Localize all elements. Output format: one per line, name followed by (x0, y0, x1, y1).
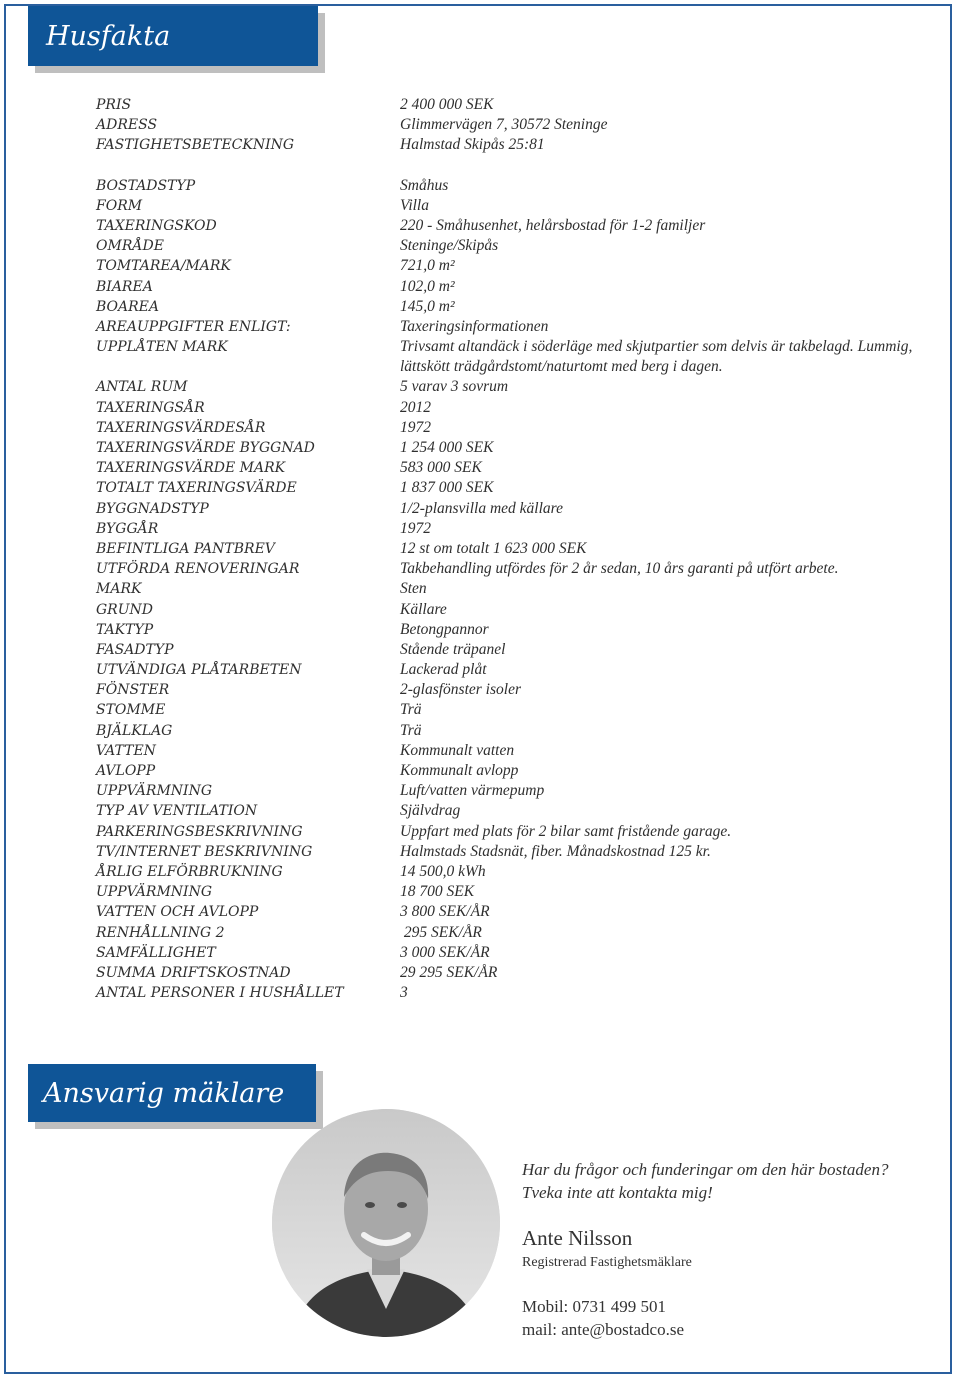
fact-value: Kommunalt vatten (400, 741, 515, 759)
fact-value: Takbehandling utfördes för 2 år sedan, 10 års garanti på utfört arbete. (400, 560, 839, 578)
fact-row (96, 317, 916, 337)
fact-row (96, 882, 916, 902)
fact-row (96, 418, 916, 438)
agent-question-line2: Tveka inte att kontakta mig! (522, 1183, 713, 1202)
fact-label: STOMME (96, 702, 166, 719)
fact-label: FASADTYP (96, 641, 174, 658)
agent-mail[interactable]: mail: ante@bostadco.se (522, 1320, 684, 1339)
fact-value: Betongpannor (400, 620, 489, 638)
fact-value: Trivsamt altandäck i söderläge med skjutpartier som delvis är takbelagd. Lummig, lättskött trädgårdstomt/naturtomt med berg i dagen. (400, 338, 913, 376)
fact-value: Uppfart med plats för 2 bilar samt fristående garage. (400, 822, 732, 840)
fact-label: SUMMA DRIFTSKOSTNAD (96, 964, 291, 981)
fact-value: 1972 (400, 418, 431, 436)
fact-label: OMRÅDE (96, 238, 164, 255)
fact-label: TV/INTERNET BESKRIVNING (96, 843, 313, 860)
fact-label: PARKERINGSBESKRIVNING (96, 823, 303, 840)
fact-label: ÅRLIG ELFÖRBRUKNING (96, 863, 283, 880)
fact-label: FASTIGHETSBETECKNING (96, 137, 295, 154)
fact-value: 29 295 SEK/ÅR (400, 963, 498, 981)
fact-row (96, 600, 916, 620)
fact-row (96, 721, 916, 741)
fact-value: 220 - Småhusenhet, helårsbostad för 1-2 familjer (400, 216, 706, 234)
fact-value: 721,0 m² (400, 257, 455, 275)
fact-row (96, 277, 916, 297)
fact-value: Steninge/Skipås (400, 237, 499, 255)
fact-value: Luft/vatten värmepump (400, 782, 545, 800)
fact-value: 18 700 SEK (400, 883, 475, 901)
fact-label: PRIS (96, 97, 132, 113)
fact-row (96, 741, 916, 761)
fact-value: Småhus (400, 176, 449, 194)
fact-label: TOTALT TAXERINGSVÄRDE (96, 480, 297, 497)
fact-row (96, 801, 916, 821)
agent-mobile[interactable]: Mobil: 0731 499 501 (522, 1297, 667, 1316)
fact-row (96, 862, 916, 882)
fact-label: SAMFÄLLIGHET (96, 944, 216, 961)
fact-label: TAXERINGSVÄRDE MARK (96, 460, 286, 477)
agent-role: Registrerad Fastighetsmäklare (522, 1255, 692, 1270)
fact-value: Sten (400, 580, 427, 598)
fact-row (96, 902, 916, 922)
page-title (28, 6, 318, 66)
fact-label: TAXERINGSVÄRDE BYGGNAD (96, 440, 315, 457)
page-title-text: Husfakta (46, 20, 171, 52)
fact-label: TAKTYP (96, 621, 154, 638)
fact-label: ANTAL RUM (96, 379, 188, 396)
fact-value: 1972 (400, 519, 431, 537)
fact-label: TAXERINGSVÄRDESÅR (96, 419, 266, 436)
fact-row (96, 640, 916, 660)
fact-row (96, 579, 916, 599)
fact-row (96, 842, 916, 862)
fact-row (96, 176, 916, 196)
agent-photo (272, 1109, 500, 1337)
fact-label: BIAREA (96, 278, 153, 295)
fact-row (96, 559, 916, 579)
fact-value: Villa (400, 196, 429, 214)
fact-value: 102,0 m² (400, 277, 455, 295)
fact-row (96, 781, 916, 801)
fact-row (96, 539, 916, 559)
fact-value: 583 000 SEK (400, 459, 482, 477)
agent-portrait-image (272, 1109, 500, 1337)
fact-row (96, 337, 916, 377)
fact-row (96, 458, 916, 478)
fact-row (96, 115, 916, 135)
fact-value: 2012 (400, 398, 431, 416)
fact-row (96, 761, 916, 781)
fact-value: 1 254 000 SEK (400, 439, 494, 457)
fact-row (96, 196, 916, 216)
fact-value: 12 st om totalt 1 623 000 SEK (400, 539, 587, 557)
fact-label: UPPVÄRMNING (96, 783, 212, 800)
fact-value: 145,0 m² (400, 297, 455, 315)
fact-row (96, 236, 916, 256)
fact-row (96, 680, 916, 700)
fact-value: 1 837 000 SEK (400, 479, 494, 497)
fact-label: BOAREA (96, 298, 160, 315)
fact-label: UPPLÅTEN MARK (96, 339, 228, 356)
fact-row (96, 519, 916, 539)
fact-value: 3 000 SEK/ÅR (400, 943, 490, 961)
fact-label: AVLOPP (96, 763, 156, 780)
fact-value: 3 (400, 984, 408, 1002)
fact-value: Halmstad Skipås 25:81 (400, 136, 545, 154)
fact-label: FORM (96, 197, 143, 214)
fact-label: MARK (96, 581, 142, 598)
agent-section-title-text: Ansvarig mäklare (43, 1077, 285, 1109)
fact-value: Självdrag (400, 802, 461, 820)
fact-label: BYGGÅR (96, 520, 159, 537)
agent-section-title (28, 1064, 316, 1122)
fact-label: VATTEN OCH AVLOPP (96, 904, 259, 921)
fact-row (96, 256, 916, 276)
fact-row (96, 499, 916, 519)
agent-contact (522, 1158, 942, 1341)
fact-row (96, 963, 916, 983)
fact-value: Stående träpanel (400, 640, 506, 658)
fact-label: TAXERINGSÅR (96, 399, 205, 416)
fact-value: Kommunalt avlopp (400, 762, 519, 780)
fact-label: ANTAL PERSONER I HUSHÅLLET (96, 985, 344, 1002)
fact-value: 5 varav 3 sovrum (400, 378, 509, 396)
fact-row (96, 438, 916, 458)
fact-value: 2-glasfönster isoler (400, 681, 521, 699)
fact-row (96, 923, 916, 943)
fact-value: 14 500,0 kWh (400, 862, 486, 880)
fact-label: GRUND (96, 601, 153, 618)
agent-question-line1: Har du frågor och funderingar om den här bostaden? (522, 1160, 889, 1179)
fact-label: TAXERINGSKOD (96, 217, 217, 234)
fact-label: UTVÄNDIGA PLÅTARBETEN (96, 662, 302, 679)
fact-label: UTFÖRDA RENOVERINGAR (96, 561, 300, 578)
fact-row (96, 297, 916, 317)
fact-value: 295 SEK/ÅR (400, 923, 482, 941)
fact-label: ADRESS (96, 117, 158, 134)
fact-label: BYGGNADSTYP (96, 500, 209, 517)
fact-row (96, 398, 916, 418)
fact-label: TYP AV VENTILATION (96, 803, 258, 820)
fact-row (96, 216, 916, 236)
fact-value: Glimmervägen 7, 30572 Steninge (400, 116, 608, 134)
fact-label: BEFINTLIGA PANTBREV (96, 540, 275, 557)
fact-label: TOMTAREA/MARK (96, 258, 231, 275)
fact-label: UPPVÄRMNING (96, 884, 212, 901)
fact-row (96, 478, 916, 498)
fact-value: Taxeringsinformationen (400, 317, 549, 335)
fact-row (96, 983, 916, 1003)
fact-label: BOSTADSTYP (96, 177, 196, 194)
fact-value: Lackerad plåt (400, 661, 487, 679)
fact-value: Källare (400, 600, 447, 618)
fact-row (96, 943, 916, 963)
agent-name: Ante Nilsson (522, 1226, 633, 1250)
fact-row (96, 135, 916, 155)
fact-label: BJÄLKLAG (96, 722, 173, 739)
fact-value: 2 400 000 SEK (400, 96, 494, 113)
fact-row (96, 660, 916, 680)
fact-row (96, 95, 916, 115)
fact-value: Trä (400, 701, 422, 719)
fact-value: 1/2-plansvilla med källare (400, 499, 564, 517)
fact-label: FÖNSTER (96, 682, 170, 699)
fact-row (96, 620, 916, 640)
fact-row (96, 822, 916, 842)
fact-label: AREAUPPGIFTER ENLIGT: (96, 318, 291, 335)
fact-value: Halmstads Stadsnät, fiber. Månadskostnad 125 kr. (400, 842, 711, 860)
fact-label: RENHÅLLNING 2 (96, 924, 225, 941)
fact-label: VATTEN (96, 742, 156, 759)
fact-value: 3 800 SEK/ÅR (400, 903, 490, 921)
facts-list (96, 95, 916, 1003)
fact-value: Trä (400, 721, 422, 739)
fact-row (96, 700, 916, 720)
fact-row (96, 377, 916, 397)
